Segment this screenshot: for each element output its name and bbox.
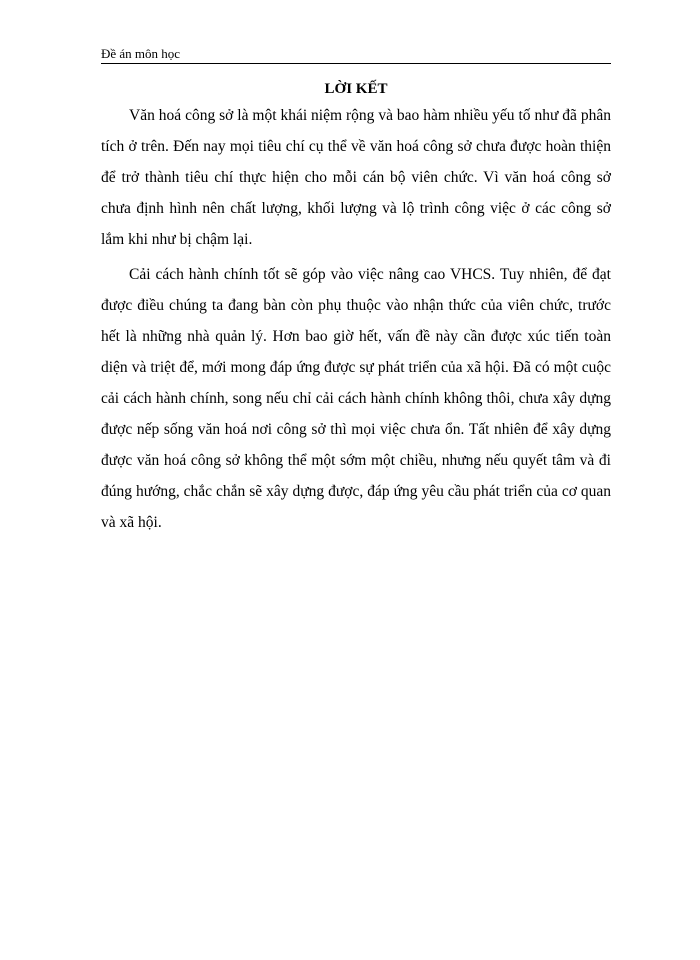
paragraph-2: Cải cách hành chính tốt sẽ góp vào việc nâng cao VHCS. Tuy nhiên, để đạt được điều chúng ta đang bàn còn phụ thuộc vào nhận thức của viên chức, trước hết là những nhà quản lý. Hơn bao giờ hết, vấn đề này cần được xúc tiến toàn diện và triệt để, mới mong đáp ứng được sự phát triển của xã hội. Đã có một cuộc cải cách hành chính, song nếu chỉ cải cách hành chính không thôi, chưa xây dựng được nếp sống văn hoá nơi công sở thì mọi việc chưa ổn. Tất nhiên để xây dựng được văn hoá công sở không thể một sớm một chiều, nhưng nếu quyết tâm và đi đúng hướng, chắc chắn sẽ xây dựng được, đáp ứng yêu cầu phát triển của cơ quan và xã hội. (101, 266, 611, 531)
paragraph-1: Văn hoá công sở là một khái niệm rộng và bao hàm nhiều yếu tố như đã phân tích ở trên. Đến nay mọi tiêu chí cụ thể về văn hoá công sở chưa được hoàn thiện để trở thành tiêu chí thực hiện cho mỗi cán bộ viên chức. Vì văn hoá công sở chưa định hình nên chất lượng, khối lượng và lộ trình công việc ở các công sở lắm khi như bị chậm lại. (101, 107, 611, 248)
document-title: LỜI KẾT (324, 81, 388, 97)
running-header: Đề án môn học (101, 46, 611, 64)
document-body (101, 100, 611, 538)
